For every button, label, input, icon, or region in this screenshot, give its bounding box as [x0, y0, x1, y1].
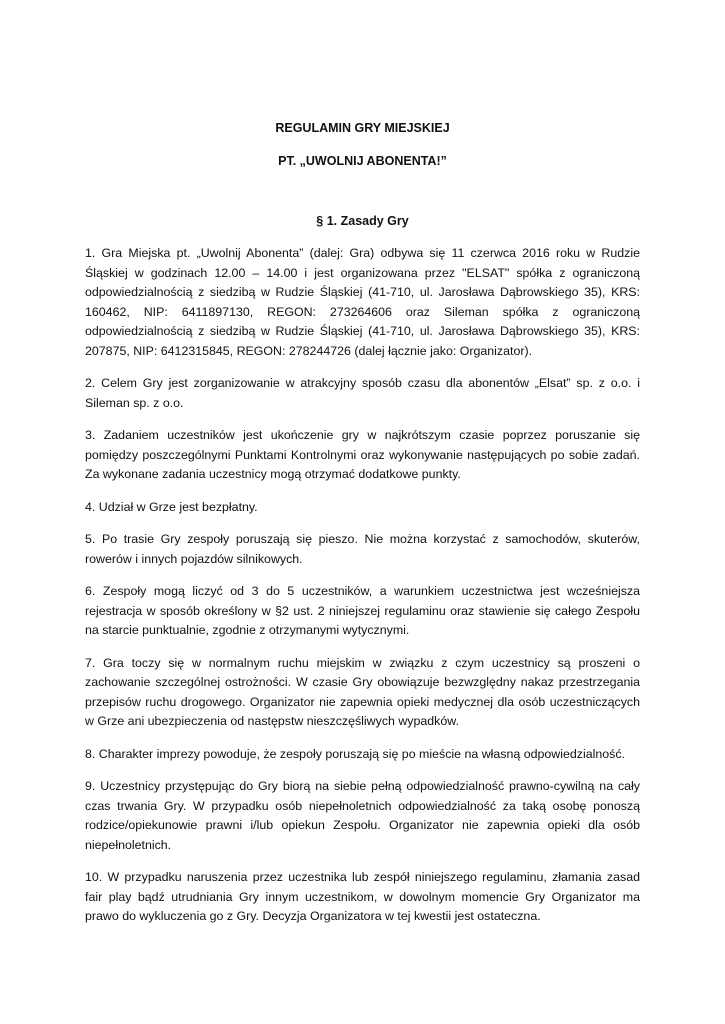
paragraph-7: 7. Gra toczy się w normalnym ruchu miejskim w związku z czym uczestnicy są proszeni o zachowanie szczególnej ostrożności. W czasie Gry obowiązuje bezwzględny nakaz przestrzegania przepisów ruchu drogowego. Organizator nie zapewnia opieki medycznej dla osób uczestniczących w Grze ani ubezpieczenia od następstw nieszczęśliwych wypadków. — [85, 655, 640, 728]
paragraph-2: 2. Celem Gry jest zorganizowanie w atrakcyjny sposób czasu dla abonentów „Elsat” sp. z o.o. i Sileman sp. z o.o. — [85, 376, 640, 410]
document-title: REGULAMIN GRY MIEJSKIEJ — [275, 121, 450, 135]
paragraph-3: 3. Zadaniem uczestników jest ukończenie gry w najkrótszym czasie poprzez poruszanie się pomiędzy poszczególnymi Punktami Kontrolnymi oraz wykonywanie następujących po sobie zadań. Za wykonane zadania uczestnicy mogą otrzymać dodatkowe punkty. — [85, 428, 640, 481]
document-subtitle: PT. „UWOLNIJ ABONENTA!” — [278, 154, 447, 168]
paragraph-5: 5. Po trasie Gry zespoły poruszają się pieszo. Nie można korzystać z samochodów, skuterów, rowerów i innych pojazdów silnikowych. — [85, 532, 640, 566]
paragraph-4: 4. Udział w Grze jest bezpłatny. — [85, 499, 258, 514]
paragraph-1: 1. Gra Miejska pt. „Uwolnij Abonenta” (dalej: Gra) odbywa się 11 czerwca 2016 roku w Rudzie Śląskiej w godzinach 12.00 – 14.00 i jest organizowana przez "ELSAT" spółka z ograniczoną odpowiedzialnością z siedzibą w Rudzie Śląskiej (41-710, ul. Jarosława Dąbrowskiego 35), KRS: 160462, NIP: 6411897130, REGON: 273264606 oraz Sileman spółka z ograniczoną odpowiedzialnością z siedzibą w Rudzie Śląskiej (41-710, ul. Jarosława Dąbrowskiego 35), KRS: 207875, NIP: 6412315845, REGON: 278244726 (dalej łącznie jako: Organizator). — [85, 246, 640, 358]
paragraph-8: 8. Charakter imprezy powoduje, że zespoły poruszają się po mieście na własną odpowiedzialność. — [85, 746, 625, 761]
paragraph-9: 9. Uczestnicy przystępując do Gry biorą na siebie pełną odpowiedzialność prawno-cywilną na cały czas trwania Gry. W przypadku osób niepełnoletnich odpowiedzialność za taką osobę ponoszą rodzice/opiekunowie prawni i/lub opiekun Zespołu. Organizator nie zapewnia opieki dla osób niepełnoletnich. — [85, 779, 640, 852]
section-heading: § 1. Zasady Gry — [316, 214, 409, 228]
paragraph-6: 6. Zespoły mogą liczyć od 3 do 5 uczestników, a warunkiem uczestnictwa jest wcześniejsza rejestracja w sposób określony w §2 ust. 2 niniejszej regulaminu oraz stawienie się całego Zespołu na starcie punktualnie, zgodnie z otrzymanymi wytycznymi. — [85, 584, 640, 637]
paragraph-10: 10. W przypadku naruszenia przez uczestnika lub zespół niniejszego regulaminu, złamania zasad fair play bądź utrudniania Gry innym uczestnikom, w dowolnym momencie Gry Organizator ma prawo do wykluczenia go z Gry. Decyzja Organizatora w tej kwestii jest ostateczna. — [85, 870, 640, 923]
paragraph-list — [85, 244, 640, 940]
